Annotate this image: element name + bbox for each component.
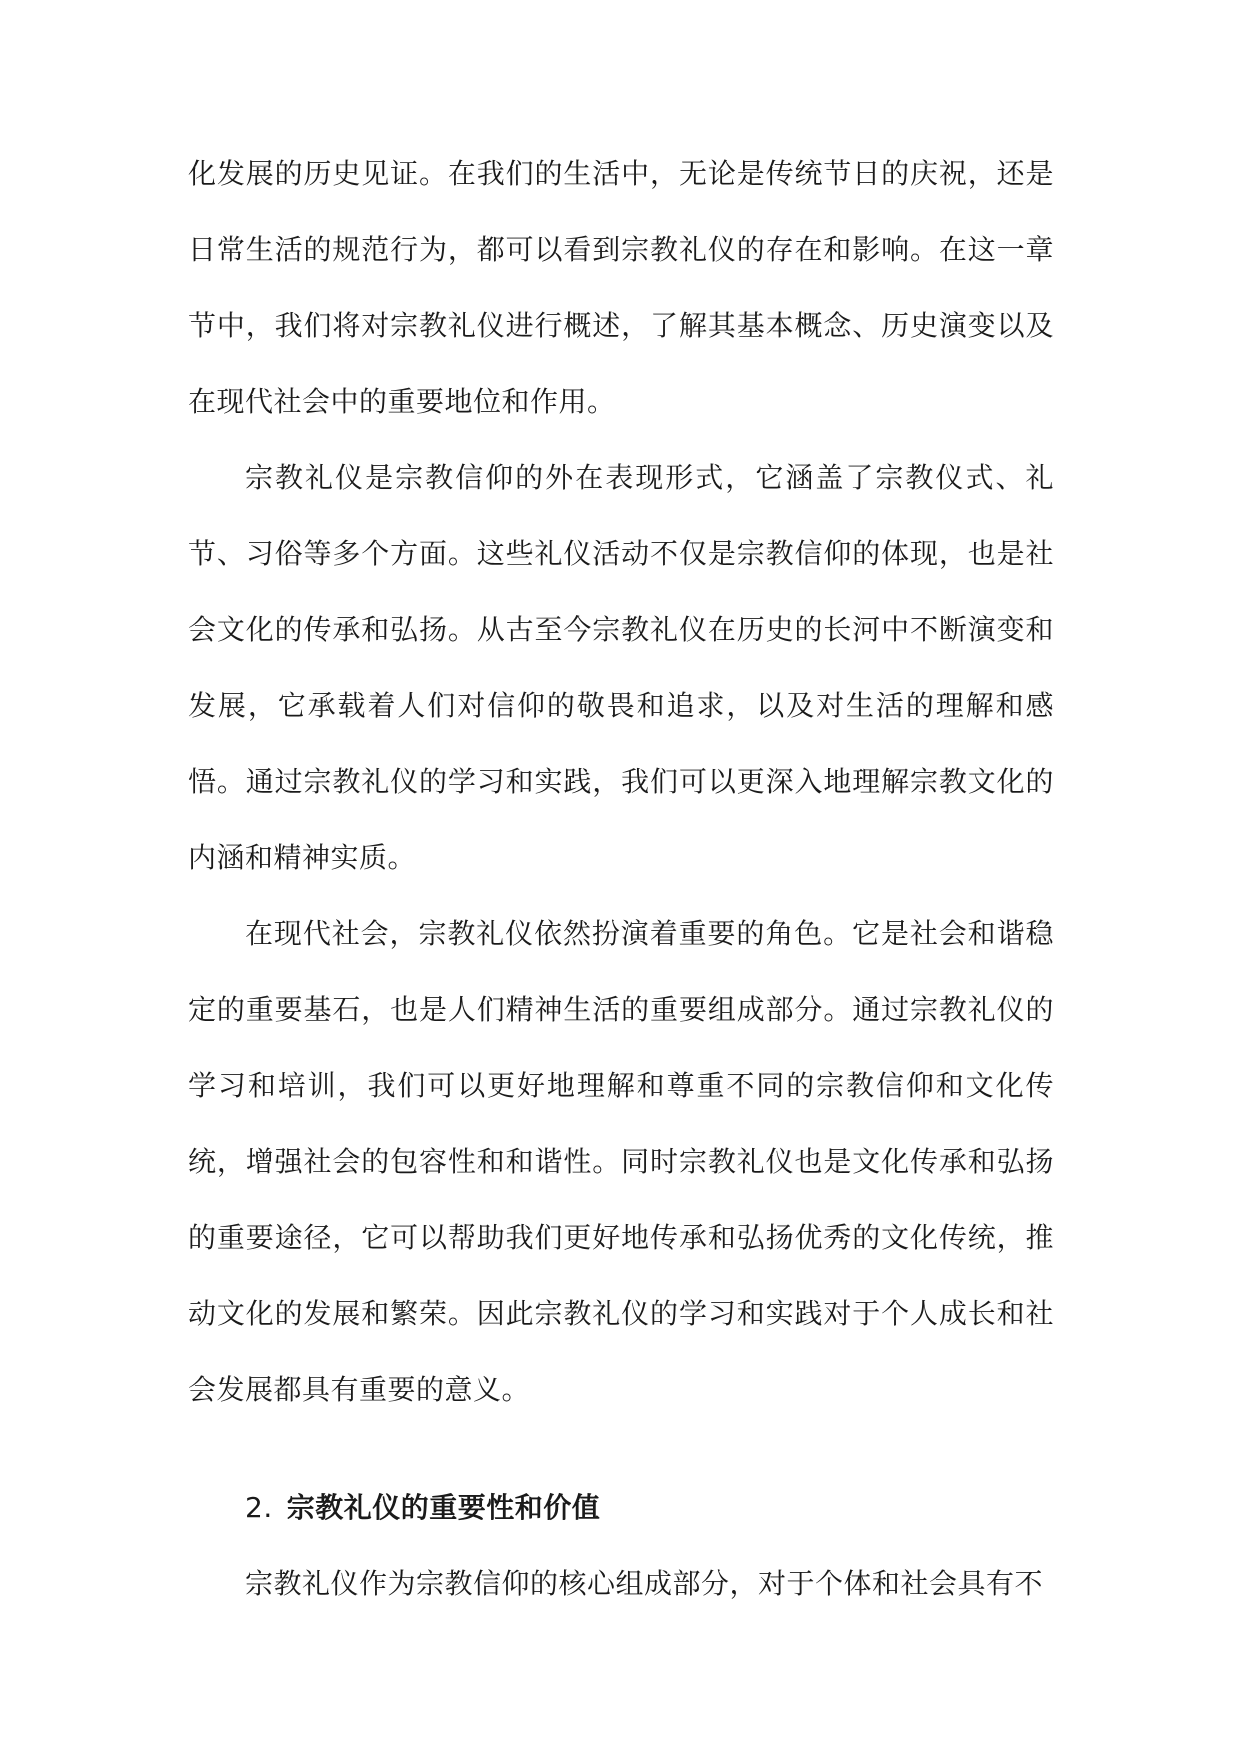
document-page [188, 136, 1054, 1622]
section-number: 2. [245, 1491, 273, 1524]
section-title: 宗教礼仪的重要性和价值 [286, 1491, 601, 1524]
section-heading [188, 1470, 1054, 1546]
paragraph-section-intro: 宗教礼仪作为宗教信仰的核心组成部分，对于个体和社会具有不 [245, 1567, 1044, 1600]
paragraph-continuation: 化发展的历史见证。在我们的生活中，无论是传统节日的庆祝，还是日常生活的规范行为，都可以看到宗教礼仪的存在和影响。在这一章节中，我们将对宗教礼仪进行概述，了解其基本概念、历史演变以及在现代社会中的重要地位和作用。 [188, 157, 1054, 418]
paragraph-religious-etiquette-definition: 宗教礼仪是宗教信仰的外在表现形式，它涵盖了宗教仪式、礼节、习俗等多个方面。这些礼仪活动不仅是宗教信仰的体现，也是社会文化的传承和弘扬。从古至今宗教礼仪在历史的长河中不断演变和发展，它承载着人们对信仰的敬畏和追求，以及对生活的理解和感悟。通过宗教礼仪的学习和实践，我们可以更深入地理解宗教文化的内涵和精神实质。 [188, 461, 1054, 874]
paragraph-modern-society-role: 在现代社会，宗教礼仪依然扮演着重要的角色。它是社会和谐稳定的重要基石，也是人们精神生活的重要组成部分。通过宗教礼仪的学习和培训，我们可以更好地理解和尊重不同的宗教信仰和文化传统，增强社会的包容性和和谐性。同时宗教礼仪也是文化传承和弘扬的重要途径，它可以帮助我们更好地传承和弘扬优秀的文化传统，推动文化的发展和繁荣。因此宗教礼仪的学习和实践对于个人成长和社会发展都具有重要的意义。 [188, 917, 1054, 1406]
